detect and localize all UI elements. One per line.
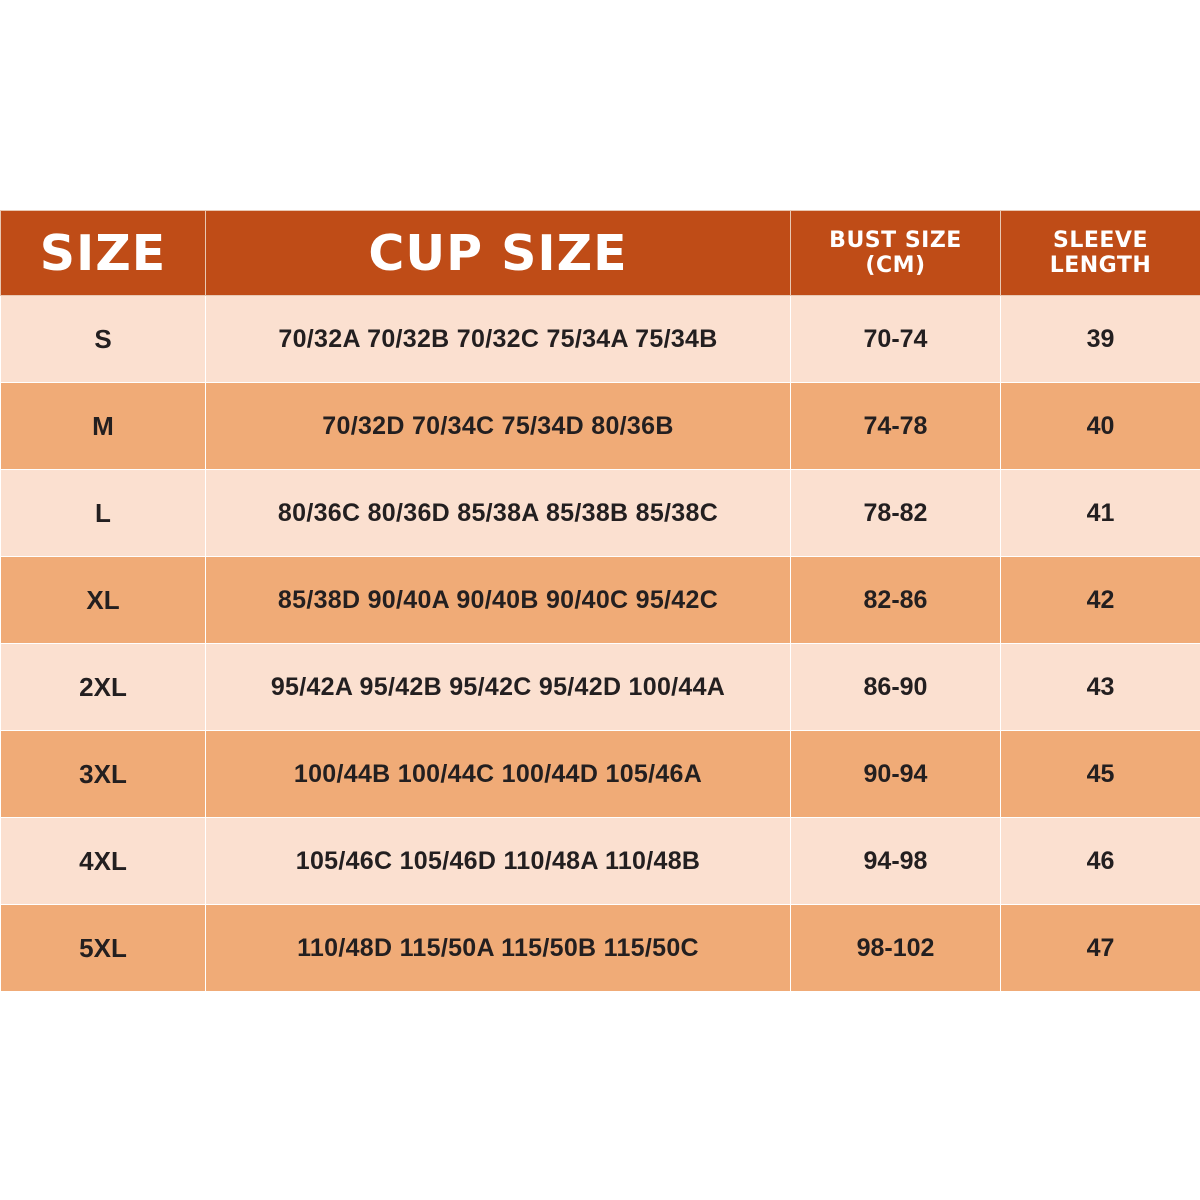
- cell-bust-size: 94-98: [791, 818, 1001, 905]
- cell-cup-size: 110/48D 115/50A 115/50B 115/50C: [206, 905, 791, 992]
- cell-sleeve-length: 47: [1001, 905, 1200, 992]
- table-row: [1, 905, 1200, 992]
- cell-cup-size: 100/44B 100/44C 100/44D 105/46A: [206, 731, 791, 818]
- table-body: [1, 296, 1200, 992]
- cell-size: 5XL: [1, 905, 206, 992]
- cell-bust-size: 70-74: [791, 296, 1001, 383]
- header-sleeve-length: SLEEVE LENGTH: [1001, 211, 1200, 296]
- cell-bust-size: 78-82: [791, 470, 1001, 557]
- cell-sleeve-length: 43: [1001, 644, 1200, 731]
- cell-size: XL: [1, 557, 206, 644]
- table-row: [1, 383, 1200, 470]
- table-header: [1, 211, 1200, 296]
- header-cup-size: CUP SIZE: [206, 211, 791, 296]
- cell-size: 2XL: [1, 644, 206, 731]
- table-row: [1, 296, 1200, 383]
- cell-size: L: [1, 470, 206, 557]
- header-row: [1, 211, 1200, 296]
- cell-sleeve-length: 41: [1001, 470, 1200, 557]
- size-chart-table: [0, 210, 1200, 992]
- cell-bust-size: 98-102: [791, 905, 1001, 992]
- cell-sleeve-length: 46: [1001, 818, 1200, 905]
- cell-size: 4XL: [1, 818, 206, 905]
- cell-cup-size: 70/32A 70/32B 70/32C 75/34A 75/34B: [206, 296, 791, 383]
- table-row: [1, 470, 1200, 557]
- header-bust-size: BUST SIZE (CM): [791, 211, 1001, 296]
- cell-size: S: [1, 296, 206, 383]
- cell-bust-size: 82-86: [791, 557, 1001, 644]
- cell-size: 3XL: [1, 731, 206, 818]
- size-chart-container: [0, 210, 1200, 992]
- cell-bust-size: 74-78: [791, 383, 1001, 470]
- cell-cup-size: 80/36C 80/36D 85/38A 85/38B 85/38C: [206, 470, 791, 557]
- cell-sleeve-length: 39: [1001, 296, 1200, 383]
- table-row: [1, 557, 1200, 644]
- cell-bust-size: 86-90: [791, 644, 1001, 731]
- cell-sleeve-length: 40: [1001, 383, 1200, 470]
- cell-sleeve-length: 42: [1001, 557, 1200, 644]
- table-row: [1, 731, 1200, 818]
- cell-size: M: [1, 383, 206, 470]
- header-size: SIZE: [1, 211, 206, 296]
- cell-cup-size: 70/32D 70/34C 75/34D 80/36B: [206, 383, 791, 470]
- cell-bust-size: 90-94: [791, 731, 1001, 818]
- cell-cup-size: 85/38D 90/40A 90/40B 90/40C 95/42C: [206, 557, 791, 644]
- cell-sleeve-length: 45: [1001, 731, 1200, 818]
- cell-cup-size: 95/42A 95/42B 95/42C 95/42D 100/44A: [206, 644, 791, 731]
- table-row: [1, 644, 1200, 731]
- cell-cup-size: 105/46C 105/46D 110/48A 110/48B: [206, 818, 791, 905]
- table-row: [1, 818, 1200, 905]
